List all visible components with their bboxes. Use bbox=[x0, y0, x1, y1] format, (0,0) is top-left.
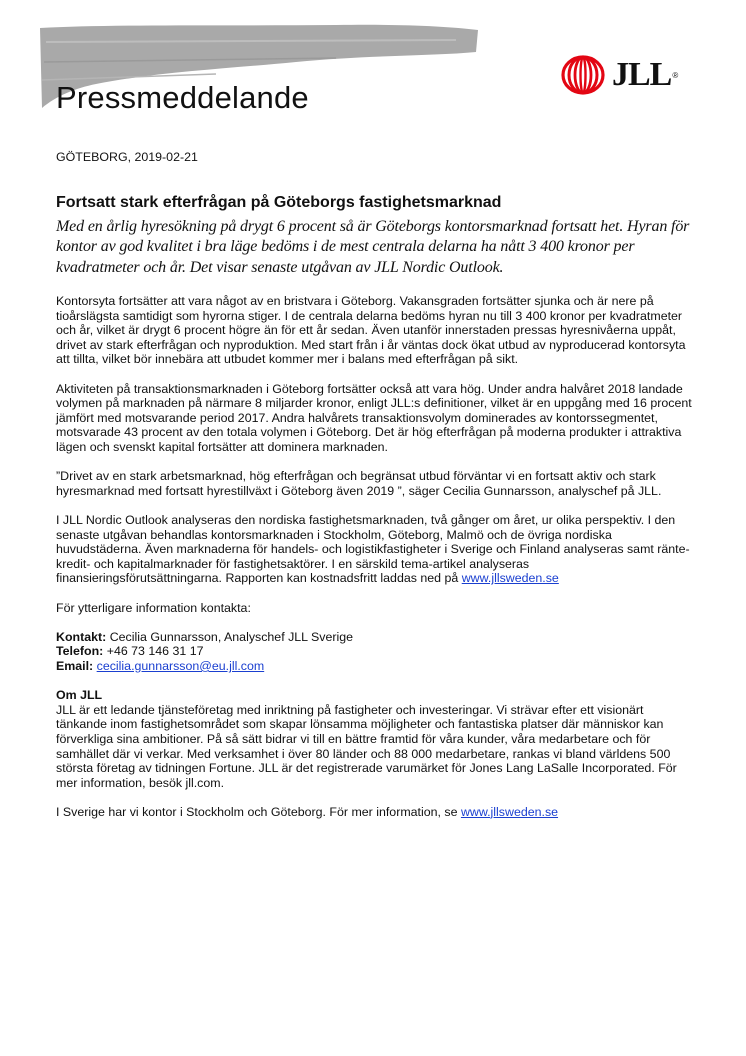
email-line bbox=[56, 659, 696, 674]
phone-label: Telefon: bbox=[56, 644, 104, 659]
registered-mark-icon: ® bbox=[672, 70, 679, 80]
paragraph-nordic-outlook bbox=[56, 513, 696, 586]
contact-line bbox=[56, 630, 696, 645]
press-release-body bbox=[56, 150, 696, 834]
offices-paragraph bbox=[56, 805, 696, 820]
dateline: GÖTEBORG, 2019-02-21 bbox=[56, 150, 198, 164]
more-info-text: För ytterligare information kontakta: bbox=[56, 600, 251, 615]
page-title: Pressmeddelande bbox=[56, 80, 309, 115]
about-title: Om JLL bbox=[56, 688, 103, 703]
phone-line bbox=[56, 644, 696, 659]
jllsweden-link-footer[interactable]: www.jllsweden.se bbox=[460, 804, 559, 819]
contact-label: Kontakt: bbox=[56, 629, 107, 644]
jll-logo-text: JLL bbox=[612, 56, 672, 93]
about-block bbox=[56, 688, 696, 790]
jll-logo bbox=[560, 46, 682, 104]
contact-block bbox=[56, 630, 696, 674]
jllsweden-link[interactable]: www.jllsweden.se bbox=[461, 571, 559, 586]
email-link[interactable]: cecilia.gunnarsson@eu.jll.com bbox=[96, 658, 265, 673]
offices-text: I Sverige har vi kontor i Stockholm och Göteborg. För mer information, se bbox=[56, 804, 461, 819]
paragraph-transactions: Aktiviteten på transaktionsmarknaden i Göteborg fortsätter också att vara hög. Under andra halvåret 2018 landade volymen på marknaden på närmare 8 miljarder kronor, enligt JLL:s definitioner, vilket är en uppgång med 16 procent jämfört med motsvarande period 2017. Andra halvårets transaktionsvolym dominerades av kontorssegmentet, motsvarade 43 procent av den totala volymen i Göteborg. Det är hög efterfrågan på moderna produkter i attraktiva lägen och svenskt kapital fortsätter att dominera marknaden. bbox=[56, 381, 692, 455]
paragraph-office-market: Kontorsyta fortsätter att vara något av en bristvara i Göteborg. Vakansgraden fortsätter sjunka och är nere på tioårslägsta samtidigt som hyrorna stiger. I de centrala delarna bedöms hyran nu till 3 400 kronor per kvadratmeter och år, vilket är drygt 6 procent högre än för ett år sedan. Även utanför innerstaden pressas hyresnivåerna uppåt, drivet av stark efterfrågan och nyproduktion. Med start från i år väntas dock ökat utbud av nyproducerad kontorsyta att tillta, vilket bör innebära att utbudet kommer mer i balans med efterfrågan på sikt. bbox=[56, 294, 686, 367]
paragraph-quote: ”Drivet av en stark arbetsmarknad, hög efterfrågan och begränsat utbud förväntar vi en fortsatt aktiv och stark hyresmarknad med fortsatt hyrestillväxt i Göteborg även 2019 ”, säger Cecilia Gunnarsson, analyschef på JLL. bbox=[56, 469, 662, 498]
lead-paragraph: Med en årlig hyresökning på drygt 6 procent så är Göteborgs kontorsmarknad fortsatt het. Hyran för kontor av god kvalitet i bra läge bedöms i de mest centrala delarna ha nått 3 400 kronor per kvadratmeter och år. Det visar senaste utgåvan av JLL Nordic Outlook. bbox=[56, 217, 690, 276]
contact-name: Cecilia Gunnarsson, Analyschef JLL Sverige bbox=[106, 629, 354, 644]
headline: Fortsatt stark efterfrågan på Göteborgs fastighetsmarknad bbox=[56, 193, 502, 211]
nordic-outlook-text: I JLL Nordic Outlook analyseras den nordiska fastighetsmarknaden, två gånger om året, ur olika perspektiv. I den senaste utgåvan behandlas kontorsmarknaden i Stockholm, Göteborg, Malmö och de övriga nordiska huvudstäderna. Även marknaderna för handels- och logistikfastigheter i Sverige och Finland analyseras samt ränte- kredit- och kapitalmarknader för fastighetsaktörer. I en särskild tema-artikel analyseras finansieringsförutsättningarna. Rapporten kan kostnadsfritt laddas ned på bbox=[56, 513, 690, 586]
email-label: Email: bbox=[56, 658, 94, 673]
phone-number: +46 73 146 31 17 bbox=[103, 644, 204, 659]
jll-flame-icon bbox=[560, 55, 606, 95]
about-text: JLL är ett ledande tjänsteföretag med inriktning på fastigheter och investeringar. Vi strävar efter ett visionärt tänkande inom fastighetsområdet som skapar lönsamma möjligheter och fantastiska platser där människor kan förverkliga sina ambitioner. På så sätt bidrar vi till en bättre framtid för våra kunder, våra medarbetare och för samhället där vi verkar. Med verksamhet i över 80 länder och 88 000 medarbetare, rankas vi bland världens 500 största företag av tidningen Fortune. JLL är det registrerade varumärket för Jones Lang LaSalle Incorporated. För mer information, besök jll.com. bbox=[56, 702, 677, 790]
